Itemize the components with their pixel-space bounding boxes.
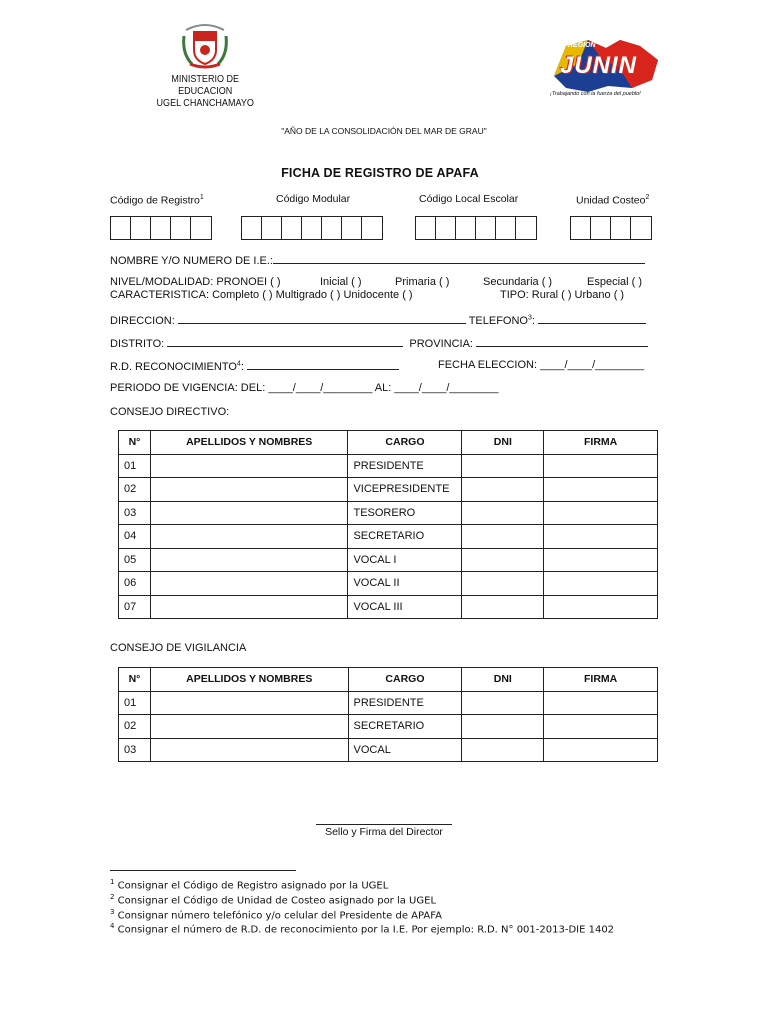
firma-cell[interactable] — [544, 691, 658, 715]
form-title: FICHA DE REGISTRO DE APAFA — [281, 166, 479, 180]
table-row — [119, 501, 658, 525]
nombres-cell[interactable] — [150, 738, 348, 762]
nivel-especial[interactable]: Especial ( ) — [587, 276, 643, 288]
header-firma: FIRMA — [544, 668, 658, 692]
codigo-local-boxes[interactable] — [415, 216, 537, 240]
footnote-1: $^1$ Consignar el Código de Registro asignado por la UGEL — [110, 878, 389, 892]
codigo-modular-boxes[interactable] — [241, 216, 383, 240]
nivel-inicial[interactable]: Inicial ( ) — [320, 276, 362, 288]
periodo-vigencia-field[interactable]: PERIODO DE VIGENCIA: DEL: ____/____/________ AL: ____/____/________ — [110, 382, 499, 394]
footnote-divider — [110, 870, 296, 871]
provincia-label: PROVINCIA: — [409, 338, 473, 350]
caracteristica-options[interactable]: CARACTERISTICA: Completo ( ) Multigrado ( ) Unidocente ( ) — [110, 289, 413, 301]
firma-cell[interactable] — [544, 715, 658, 739]
row-number: 01 — [119, 454, 151, 478]
firma-cell[interactable] — [544, 738, 658, 762]
codigo-modular-label: Código Modular — [276, 193, 351, 205]
dni-cell[interactable] — [462, 715, 544, 739]
ministry-name: MINISTERIO DE EDUCACION — [171, 73, 240, 97]
cargo-cell: VOCAL I — [348, 548, 462, 572]
firma-cell[interactable] — [544, 572, 658, 596]
table-row — [119, 454, 658, 478]
table-row — [119, 691, 658, 715]
consejo-vigilancia-label: CONSEJO DE VIGILANCIA — [110, 642, 247, 654]
tipo-options[interactable]: TIPO: Rural ( ) Urbano ( ) — [500, 289, 625, 301]
consejo-directivo-label: CONSEJO DIRECTIVO: — [110, 406, 230, 418]
firma-cell[interactable] — [544, 454, 658, 478]
dni-cell[interactable] — [462, 691, 544, 715]
junin-label: JUNIN — [560, 52, 638, 79]
row-number: 03 — [119, 501, 151, 525]
table-row — [119, 525, 658, 549]
table-row — [119, 738, 658, 762]
row-number: 07 — [119, 595, 151, 619]
ugel-name: UGEL CHANCHAMAYO — [156, 97, 254, 109]
signature-line[interactable] — [316, 824, 452, 825]
year-motto: "AÑO DE LA CONSOLIDACIÓN DEL MAR DE GRAU" — [281, 126, 487, 136]
table-row — [119, 478, 658, 502]
nombres-cell[interactable] — [150, 715, 348, 739]
table-row — [119, 572, 658, 596]
region-slogan: ¡Trabajando con la fuerza del pueblo! — [550, 91, 641, 97]
nivel-primaria[interactable]: Primaria ( ) — [395, 276, 450, 288]
signature-label: Sello y Firma del Director — [325, 826, 443, 838]
consejo-vigilancia-table — [118, 667, 658, 762]
dni-cell[interactable] — [462, 572, 544, 596]
dni-cell[interactable] — [462, 548, 544, 572]
header-dni: DNI — [462, 668, 544, 692]
distrito-field[interactable] — [110, 336, 648, 350]
nombres-cell[interactable] — [150, 548, 348, 572]
nivel-secundaria[interactable]: Secundaria ( ) — [483, 276, 553, 288]
header-firma: FIRMA — [544, 431, 658, 455]
unidad-costeo-boxes[interactable] — [570, 216, 652, 240]
unidad-costeo-label: Unidad Costeo$^2$ — [576, 194, 650, 207]
row-number: 05 — [119, 548, 151, 572]
table-row — [119, 715, 658, 739]
header-numero: N° — [119, 431, 151, 455]
table-header-row — [119, 668, 658, 692]
row-number: 03 — [119, 738, 151, 762]
cargo-cell: VOCAL III — [348, 595, 462, 619]
firma-cell[interactable] — [544, 525, 658, 549]
firma-cell[interactable] — [544, 501, 658, 525]
footnote-3: $^3$ Consignar número telefónico y/o celular del Presidente de APAFA — [110, 908, 442, 922]
row-number: 06 — [119, 572, 151, 596]
row-number: 04 — [119, 525, 151, 549]
cargo-cell: VOCAL II — [348, 572, 462, 596]
header-numero: N° — [119, 668, 151, 692]
nombres-cell[interactable] — [150, 595, 348, 619]
cargo-cell: VOCAL — [348, 738, 462, 762]
table-row — [119, 595, 658, 619]
dni-cell[interactable] — [462, 595, 544, 619]
nombres-cell[interactable] — [150, 525, 348, 549]
footnote-4: $^4$ Consignar el número de R.D. de reconocimiento por la I.E. Por ejemplo: R.D. N° 001-2013-DIE 1402 — [110, 922, 615, 936]
direccion-label: DIRECCION: — [110, 315, 175, 327]
cargo-cell: PRESIDENTE — [348, 691, 462, 715]
nombres-cell[interactable] — [150, 691, 348, 715]
codigo-registro-label: Código de Registro$^1$ — [110, 194, 204, 207]
row-number: 02 — [119, 715, 151, 739]
consejo-directivo-table — [118, 430, 658, 619]
header-cargo: CARGO — [348, 668, 462, 692]
cargo-cell: PRESIDENTE — [348, 454, 462, 478]
nombre-ie-label: NOMBRE Y/O NUMERO DE I.E.: — [110, 255, 273, 267]
firma-cell[interactable] — [544, 548, 658, 572]
codigo-registro-boxes[interactable] — [110, 216, 212, 240]
nombres-cell[interactable] — [150, 572, 348, 596]
dni-cell[interactable] — [462, 738, 544, 762]
table-row — [119, 548, 658, 572]
row-number: 01 — [119, 691, 151, 715]
codigo-local-label: Código Local Escolar — [419, 193, 519, 205]
cargo-cell: SECRETARIO — [348, 715, 462, 739]
nombres-cell[interactable] — [150, 454, 348, 478]
telefono-label: TELEFONO — [468, 315, 528, 327]
nivel-pronoei[interactable]: NIVEL/MODALIDAD: PRONOEI ( ) — [110, 276, 281, 288]
nombres-cell[interactable] — [150, 478, 348, 502]
fecha-eleccion-field[interactable]: FECHA ELECCION: ____/____/________ — [438, 359, 645, 371]
row-number: 02 — [119, 478, 151, 502]
region-label: REGION — [568, 42, 596, 49]
dni-cell[interactable] — [462, 454, 544, 478]
cargo-cell: VICEPRESIDENTE — [348, 478, 462, 502]
distrito-label: DISTRITO: — [110, 338, 165, 350]
table-header-row — [119, 431, 658, 455]
cargo-cell: SECRETARIO — [348, 525, 462, 549]
dni-cell[interactable] — [462, 501, 544, 525]
rd-label: R.D. RECONOCIMIENTO — [110, 361, 237, 373]
coat-of-arms-logo — [180, 18, 230, 70]
nivel-modalidad-line — [110, 276, 281, 288]
header-dni: DNI — [462, 431, 544, 455]
header-nombres: APELLIDOS Y NOMBRES — [150, 431, 348, 455]
rd-reconocimiento-field[interactable]: R.D. RECONOCIMIENTO$^4$: — [110, 359, 399, 373]
firma-cell[interactable] — [544, 595, 658, 619]
header-cargo: CARGO — [348, 431, 462, 455]
footnote-2: $^2$ Consignar el Código de Unidad de Costeo asignado por la UGEL — [110, 893, 437, 907]
dni-cell[interactable] — [462, 478, 544, 502]
nombre-ie-field[interactable] — [110, 253, 645, 267]
direccion-field[interactable]: DIRECCION: TELEFONO$^3$: — [110, 313, 646, 327]
nombres-cell[interactable] — [150, 501, 348, 525]
region-junin-logo — [548, 36, 664, 104]
cargo-cell: TESORERO — [348, 501, 462, 525]
dni-cell[interactable] — [462, 525, 544, 549]
header-nombres: APELLIDOS Y NOMBRES — [150, 668, 348, 692]
firma-cell[interactable] — [544, 478, 658, 502]
